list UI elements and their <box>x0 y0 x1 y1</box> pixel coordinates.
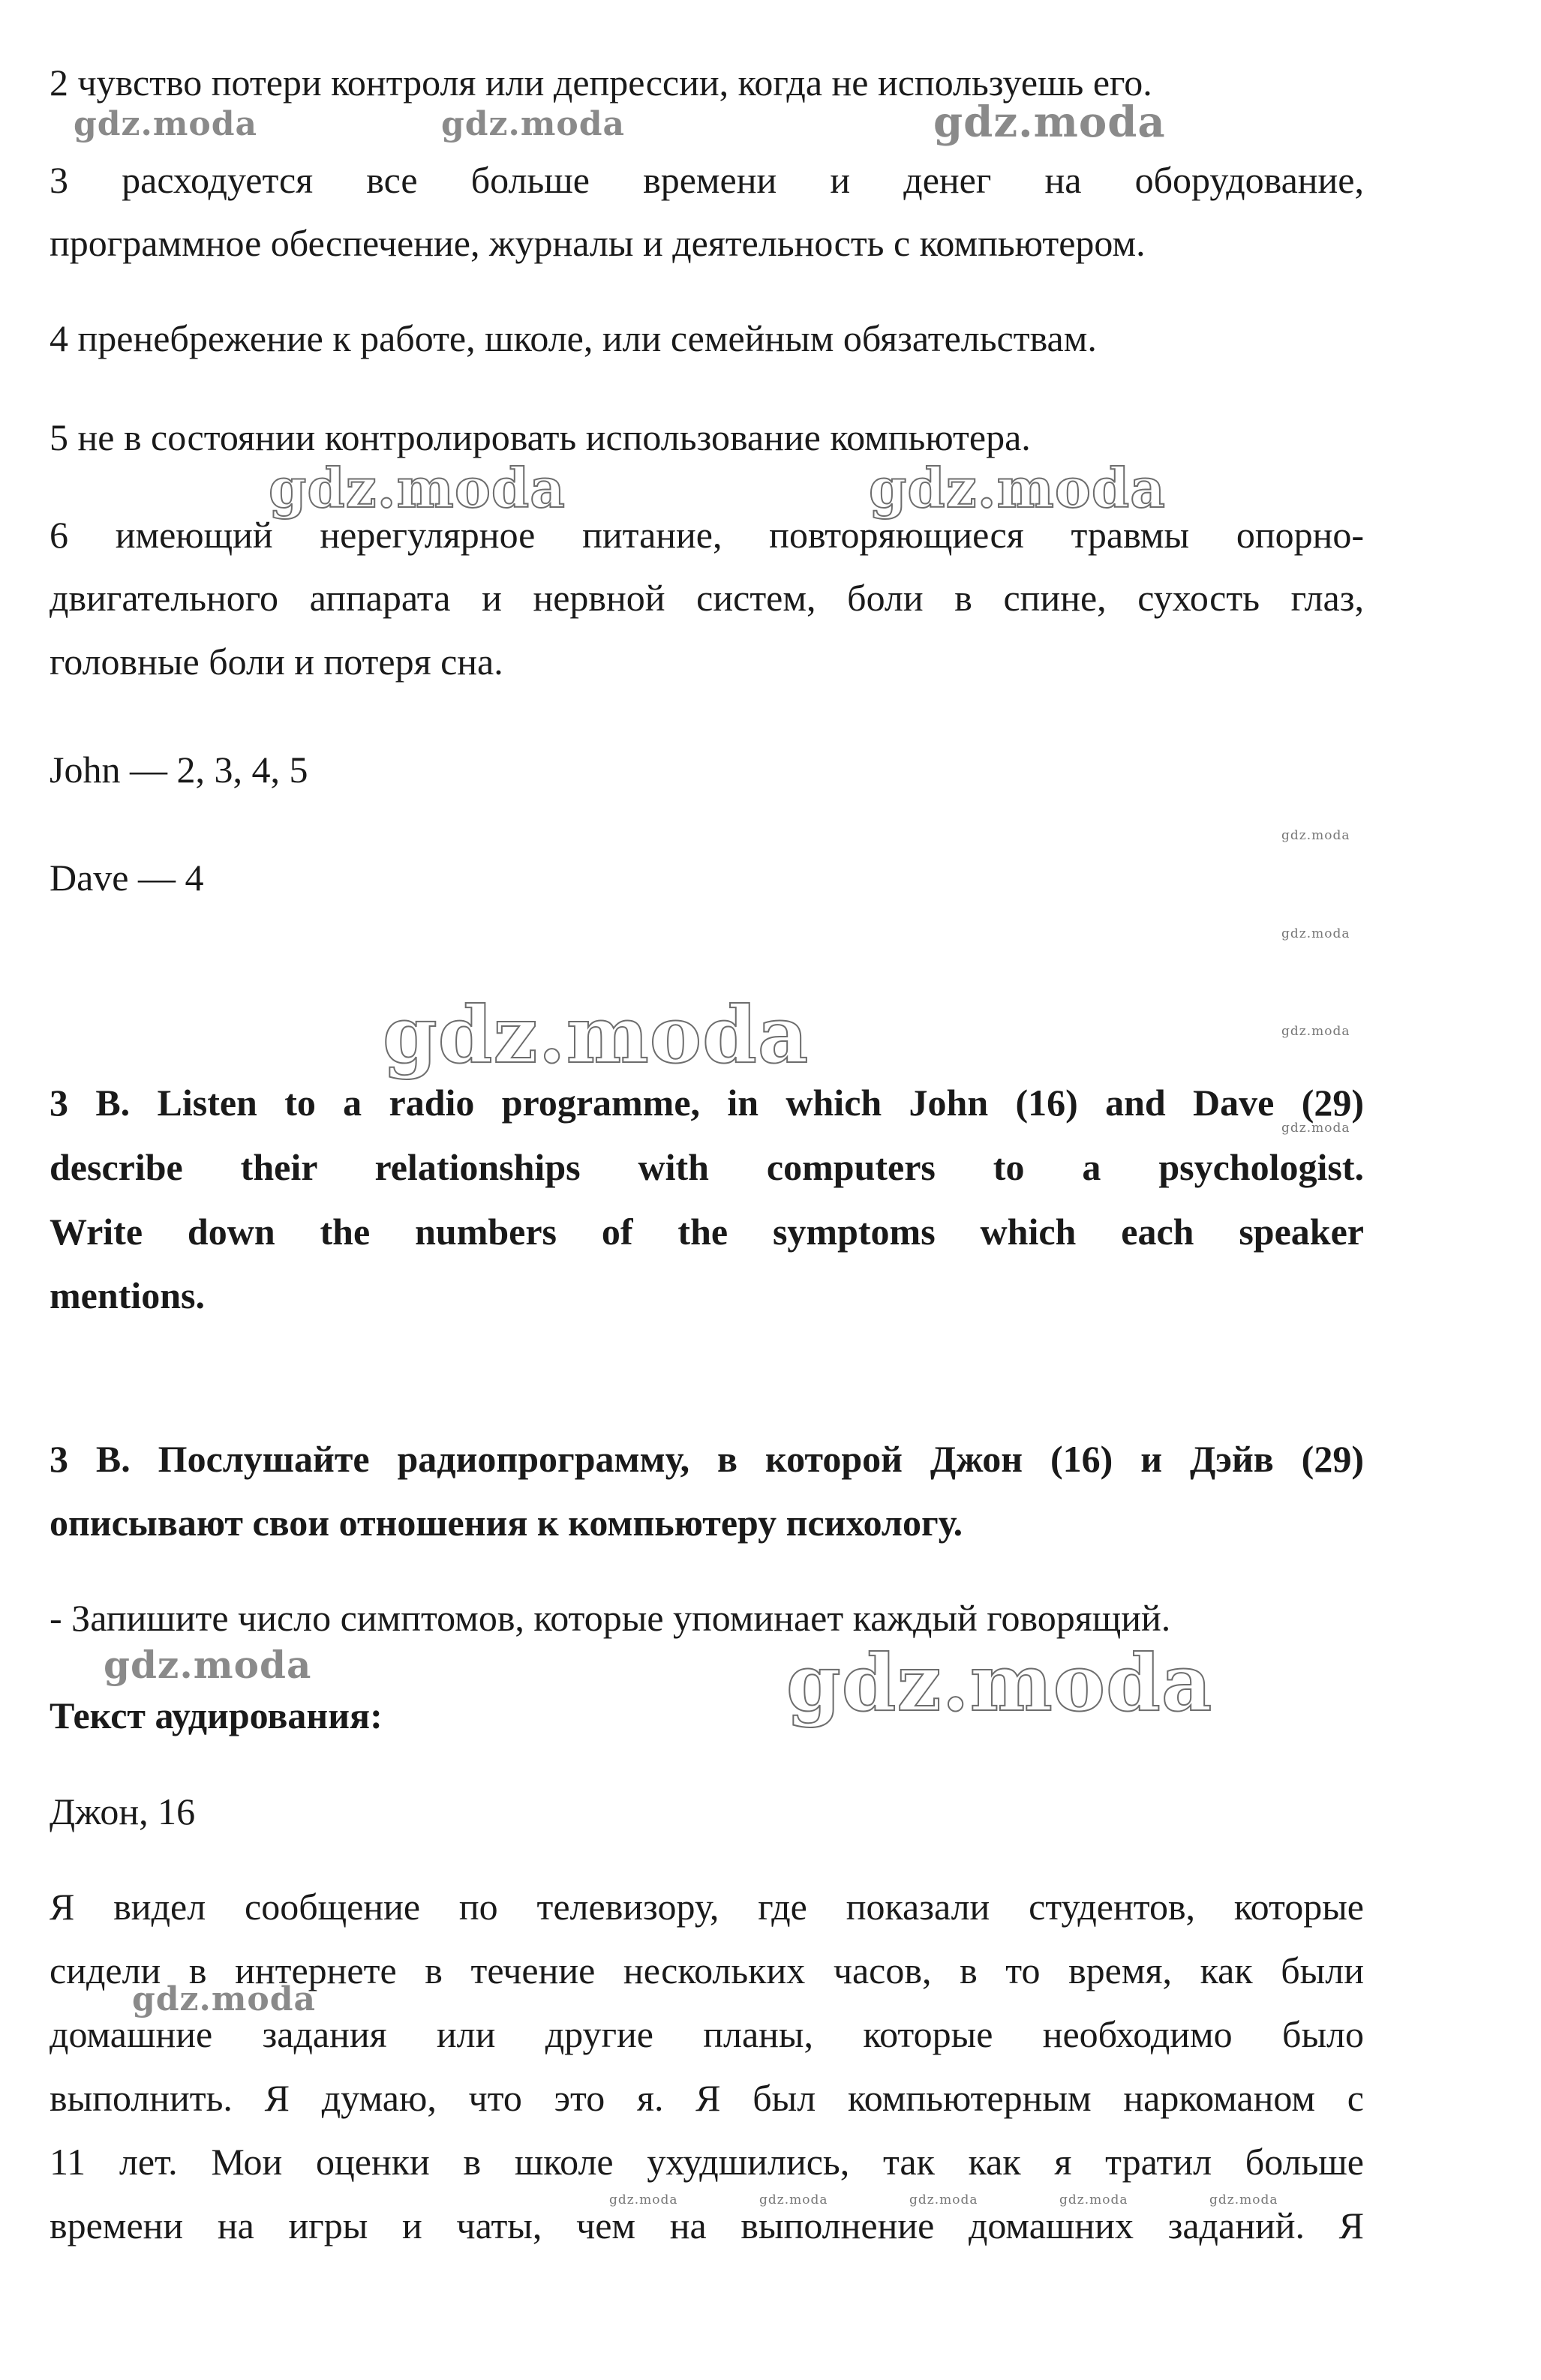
task-ru-line-1: 3 B. Послушайте радиопрограмму, в которой Джон (16) и Дэйв (29) <box>50 1438 1364 1480</box>
symptom-6-line-1: 6 имеющий нерегулярное питание, повторяющиеся травмы опорно- <box>50 514 1364 556</box>
listening-heading: Текст аудирования: <box>50 1694 383 1736</box>
listening-line-4: выполнить. Я думаю, что это я. Я был компьютерным наркоманом с <box>50 2077 1364 2119</box>
watermark: gdz.moda <box>759 2192 828 2207</box>
answer-john: John — 2, 3, 4, 5 <box>50 749 308 791</box>
symptom-5: 5 не в состоянии контролировать использование компьютера. <box>50 416 1031 458</box>
symptom-3-line-1: 3 расходуется все больше времени и денег на оборудование, <box>50 159 1364 201</box>
listening-line-5: 11 лет. Мои оценки в школе ухудшились, так как я тратил больше <box>50 2141 1364 2183</box>
watermark: gdz.moda <box>1281 926 1350 941</box>
watermark: gdz.moda <box>786 1637 1213 1729</box>
watermark: gdz.moda <box>383 989 810 1081</box>
symptom-6-line-2: двигательного аппарата и нервной систем, боли в спине, сухость глаз, <box>50 577 1364 619</box>
listening-line-6: времени на игры и чаты, чем на выполнение домашних заданий. Я <box>50 2204 1364 2246</box>
task-en-line-1: 3 B. Listen to a radio programme, in which John (16) and Dave (29) <box>50 1082 1364 1124</box>
watermark: gdz.moda <box>74 105 258 143</box>
watermark: gdz.moda <box>441 105 626 143</box>
watermark: gdz.moda <box>909 2192 978 2207</box>
task-ru-line-3: - Запишите число симптомов, которые упоминает каждый говорящий. <box>50 1597 1171 1639</box>
watermark: gdz.moda <box>1209 2192 1278 2207</box>
watermark: gdz.moda <box>269 456 566 520</box>
watermark: gdz.moda <box>609 2192 678 2207</box>
answer-dave: Dave — 4 <box>50 857 204 899</box>
task-en-line-2: describe their relationships with computers to a psychologist. <box>50 1146 1364 1188</box>
task-en-line-4: mentions. <box>50 1274 205 1316</box>
symptom-4: 4 пренебрежение к работе, школе, или семейным обязательствам. <box>50 317 1097 359</box>
watermark: gdz.moda <box>1281 828 1350 843</box>
task-ru-line-2: описывают свои отношения к компьютеру психологу. <box>50 1502 963 1544</box>
watermark: gdz.moda <box>869 456 1166 520</box>
watermark: gdz.moda <box>132 1980 317 2018</box>
listening-line-1: Я видел сообщение по телевизору, где показали студентов, которые <box>50 1886 1364 1928</box>
listening-line-2: сидели в интернете в течение нескольких часов, в то время, как были <box>50 1949 1364 1991</box>
watermark: gdz.moda <box>1059 2192 1128 2207</box>
symptom-3-line-2: программное обеспечение, журналы и деятельность с компьютером. <box>50 222 1146 264</box>
watermark: gdz.moda <box>104 1643 312 1687</box>
symptom-2: 2 чувство потери контроля или депрессии, когда не используешь его. <box>50 62 1152 104</box>
watermark: gdz.moda <box>1281 1024 1350 1039</box>
task-en-line-3: Write down the numbers of the symptoms which each speaker <box>50 1211 1364 1253</box>
listening-line-3: домашние задания или другие планы, которые необходимо было <box>50 2013 1364 2055</box>
watermark: gdz.moda <box>933 98 1166 147</box>
watermark: gdz.moda <box>1281 1121 1350 1136</box>
speaker-label: Джон, 16 <box>50 1790 196 1832</box>
symptom-6-line-3: головные боли и потеря сна. <box>50 641 503 683</box>
